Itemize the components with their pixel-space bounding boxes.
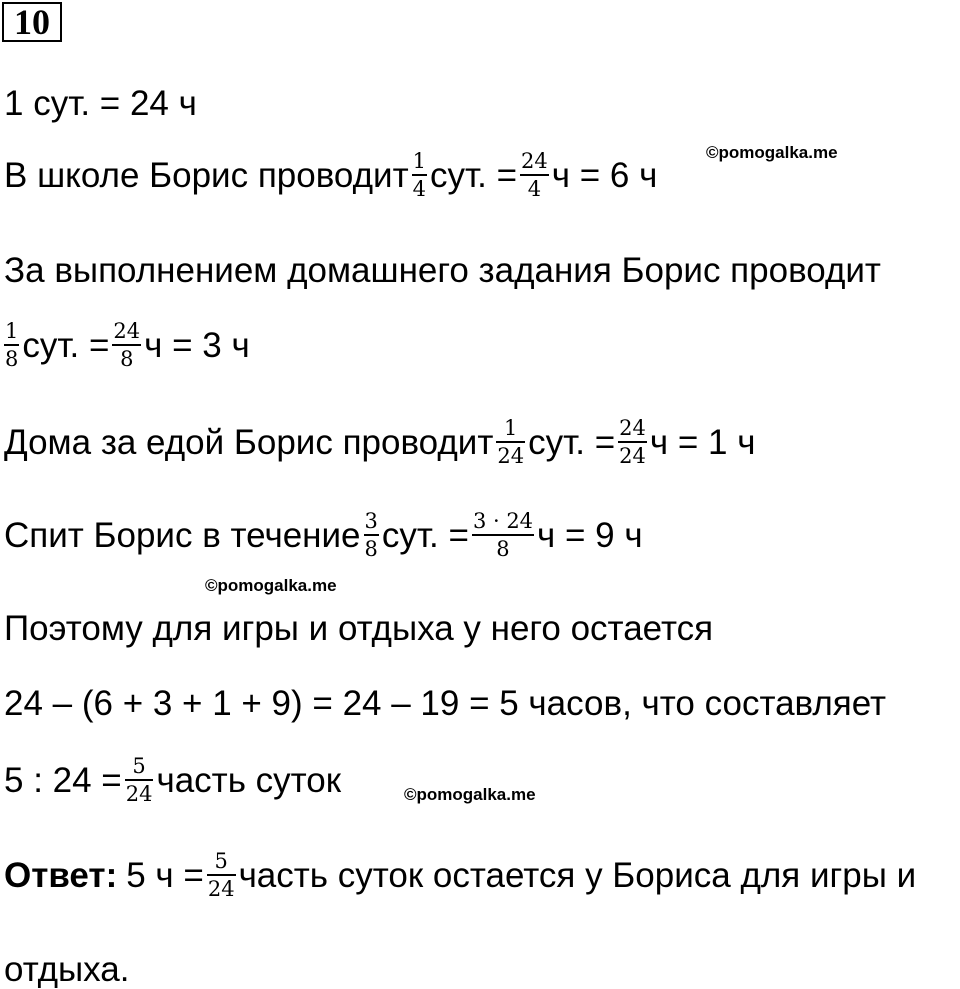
eating-tail: ч = 1 ч	[649, 422, 756, 462]
answer-label: Ответ:	[4, 855, 118, 895]
school-mid: сут. =	[430, 155, 518, 195]
answer-lead: 5 ч =	[126, 855, 204, 895]
homework-tail: ч = 3 ч	[144, 325, 250, 365]
school-time-line	[4, 150, 657, 200]
fraction-numerator: 1	[504, 416, 518, 440]
fraction-eating-hours	[618, 417, 647, 467]
answer-tail: часть суток остается у Бориса для игры и	[238, 855, 917, 895]
fraction-denominator: 4	[527, 177, 542, 202]
fraction-of-day-lead: 5 : 24 =	[4, 760, 122, 800]
fraction-of-day-line	[4, 755, 341, 805]
fraction-numerator: 24	[619, 416, 646, 440]
eating-time-line	[4, 417, 755, 467]
fraction-denominator: 8	[496, 537, 510, 562]
fraction-sleep-day	[364, 510, 379, 560]
eating-lead: Дома за едой Борис проводит	[4, 422, 494, 462]
fraction-denominator: 8	[120, 347, 134, 372]
fraction-denominator: 8	[364, 537, 378, 562]
fraction-of-day-tail: часть суток	[156, 760, 342, 800]
fraction-sleep-hours	[472, 510, 534, 560]
watermark-2: ©pomogalka.me	[205, 576, 337, 595]
fraction-denominator: 4	[412, 177, 426, 202]
school-tail: ч = 6 ч	[551, 155, 658, 195]
fraction-numerator: 3 · 24	[472, 509, 534, 533]
leisure-calc-line: 24 – (6 + 3 + 1 + 9) = 24 – 19 = 5 часов, что составляет	[4, 684, 887, 723]
homework-mid: сут. =	[22, 325, 110, 365]
sleep-time-line	[4, 510, 643, 560]
fraction-numerator: 1	[412, 149, 426, 173]
school-lead: В школе Борис проводит	[4, 155, 409, 195]
fraction-denominator: 24	[497, 444, 525, 469]
fraction-denominator: 24	[207, 877, 235, 902]
fraction-answer	[207, 850, 236, 900]
sleep-mid: сут. =	[381, 515, 469, 555]
task-number: 10	[2, 2, 62, 42]
fraction-homework-day	[4, 320, 19, 370]
fraction-denominator: 24	[125, 782, 153, 807]
watermark-3: ©pomogalka.me	[404, 785, 536, 804]
eating-mid: сут. =	[528, 422, 616, 462]
fraction-numerator: 5	[214, 849, 228, 873]
watermark-1: ©pomogalka.me	[706, 143, 838, 162]
fraction-numerator: 24	[113, 319, 141, 343]
sleep-lead: Спит Борис в течение	[4, 515, 361, 555]
fraction-leisure	[125, 755, 154, 805]
fraction-numerator: 5	[132, 754, 146, 778]
fraction-denominator: 8	[5, 347, 19, 372]
sleep-tail: ч = 9 ч	[537, 515, 643, 555]
leisure-intro-line: Поэтому для игры и отдыха у него остается	[4, 609, 714, 648]
fraction-school-day	[412, 150, 427, 200]
fraction-homework-hours	[112, 320, 141, 370]
answer-line	[4, 850, 916, 900]
fraction-numerator: 1	[5, 319, 19, 343]
day-hours-line: 1 сут. = 24 ч	[4, 84, 197, 123]
fraction-denominator: 24	[619, 444, 646, 469]
fraction-eating-day	[496, 417, 525, 467]
fraction-numerator: 24	[521, 149, 548, 173]
fraction-school-hours	[520, 150, 549, 200]
answer-continuation-line: отдыха.	[4, 950, 130, 989]
homework-intro-line: За выполнением домашнего задания Борис проводит	[4, 251, 881, 290]
homework-time-line	[4, 320, 250, 370]
fraction-numerator: 3	[364, 509, 378, 533]
